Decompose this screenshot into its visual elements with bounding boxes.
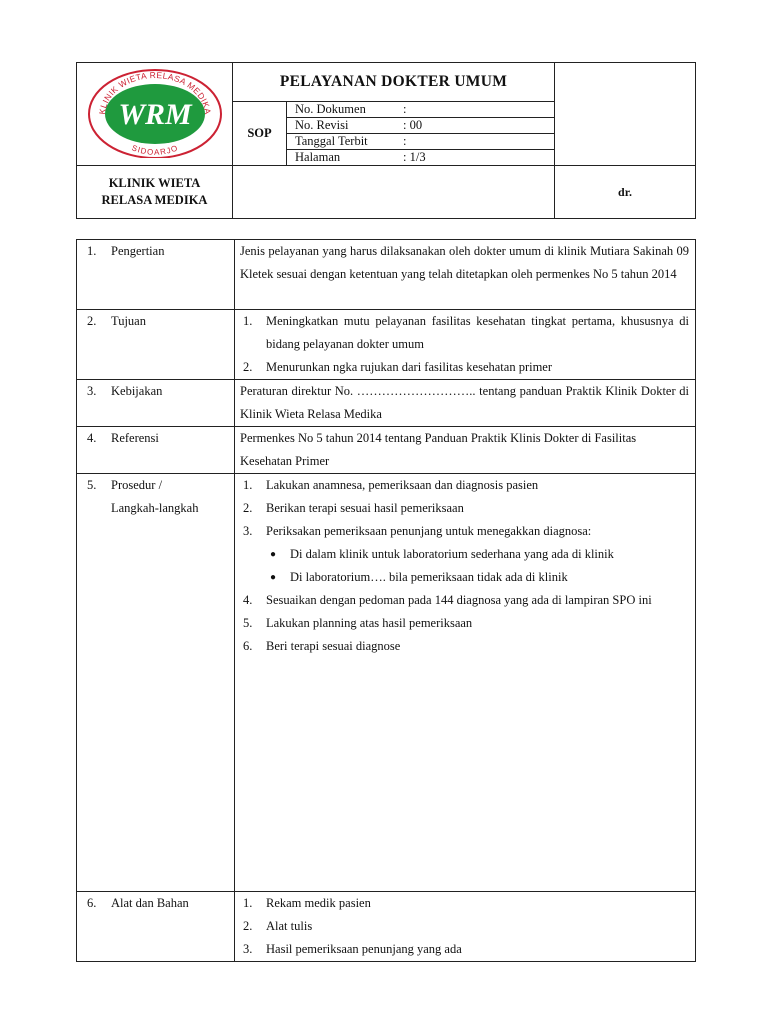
section-number: 1. xyxy=(87,244,97,258)
svg-text:SIDOARJO xyxy=(130,143,179,157)
sop-header-table xyxy=(76,62,696,219)
list-item: 6. Beri terapi sesuai diagnose xyxy=(243,639,401,653)
row-tujuan xyxy=(77,310,696,380)
section-number: 2. xyxy=(87,314,97,328)
list-item: 1. Rekam medik pasien xyxy=(243,896,371,910)
row-prosedur xyxy=(77,474,696,892)
prosedur-sub-bullets xyxy=(240,543,689,589)
section-label: Alat dan Bahan xyxy=(111,896,189,910)
tujuan-list xyxy=(240,310,689,379)
section-label-line2: Langkah-langkah xyxy=(111,501,199,515)
list-item: 2. Alat tulis xyxy=(243,919,313,933)
prosedur-steps-continued xyxy=(240,589,689,658)
section-label: Prosedur / xyxy=(111,478,163,492)
blank-middle xyxy=(233,166,555,219)
section-label: Tujuan xyxy=(111,314,146,328)
clinic-name-line1: KLINIK WIETA xyxy=(108,176,201,190)
list-item: 4. Sesuaikan dengan pedoman pada 144 diagnosa yang ada di lampiran SPO ini xyxy=(243,593,652,607)
list-item: ● Di laboratorium…. bila pemeriksaan tidak ada di klinik xyxy=(240,566,689,589)
meta-value: : xyxy=(399,102,554,118)
section-label: Kebijakan xyxy=(111,384,163,398)
meta-key: No. Dokumen xyxy=(287,102,399,118)
prosedur-steps xyxy=(240,474,689,543)
bullet-icon: ● xyxy=(270,549,277,560)
list-item: ● Di dalam klinik untuk laboratorium sederhana yang ada di klinik xyxy=(240,543,689,566)
logo-monogram: WRM xyxy=(117,97,192,131)
meta-key: Halaman xyxy=(295,150,341,164)
document-title: PELAYANAN DOKTER UMUM xyxy=(233,63,555,102)
sop-label: SOP xyxy=(233,102,287,166)
logo-arc-top: KLINIK WIETA RELASA MEDIKA xyxy=(96,69,213,115)
list-item: 1. Lakukan anamnesa, pemeriksaan dan diagnosis pasien xyxy=(243,478,539,492)
document-meta xyxy=(287,102,555,166)
section-number: 6. xyxy=(87,896,97,910)
signer: dr. xyxy=(555,166,696,219)
referensi-text: Permenkes No 5 tahun 2014 tentang Panduan Praktik Klinis Dokter di Fasilitas Kesehatan Primer xyxy=(235,427,696,474)
list-item: 2. Menurunkan ngka rujukan dari fasilitas kesehatan primer xyxy=(243,360,553,374)
meta-key: No. Revisi xyxy=(287,118,399,134)
sop-content-table xyxy=(76,239,696,962)
list-item: 1. Meningkatkan mutu pelayanan fasilitas kesehatan tingkat pertama, khususnya di bidang pelayanan dokter umum xyxy=(243,314,689,351)
alat-list xyxy=(240,892,689,961)
blank-top-right xyxy=(555,63,696,166)
section-number: 5. xyxy=(87,478,97,492)
meta-value: : xyxy=(399,134,554,150)
clinic-name-line2: RELASA MEDIKA xyxy=(101,193,208,207)
clinic-name xyxy=(77,166,233,219)
logo-cell xyxy=(77,63,233,166)
clinic-logo xyxy=(85,66,225,158)
meta-value: : 00 xyxy=(399,118,554,134)
section-label: Pengertian xyxy=(111,244,165,258)
logo-arc-bottom: SIDOARJO xyxy=(129,142,180,157)
list-item: 3. Hasil pemeriksaan penunjang yang ada xyxy=(243,942,462,956)
row-kebijakan xyxy=(77,380,696,427)
row-alat-dan-bahan xyxy=(77,892,696,962)
meta-value: : 1/3 xyxy=(403,150,426,164)
section-label: Referensi xyxy=(111,431,159,445)
kebijakan-text: Peraturan direktur No. ……………………….. tentang panduan Praktik Klinik Dokter di Klinik Wieta Relasa Medika xyxy=(235,380,696,427)
list-item: 5. Lakukan planning atas hasil pemeriksaan xyxy=(243,616,473,630)
meta-key: Tanggal Terbit xyxy=(287,134,399,150)
list-item: 2. Berikan terapi sesuai hasil pemeriksaan xyxy=(243,501,464,515)
bullet-icon: ● xyxy=(270,572,277,583)
pengertian-text: Jenis pelayanan yang harus dilaksanakan oleh dokter umum di klinik Mutiara Sakinah 09 Kletek sesuai dengan ketentuan yang telah ditetapkan oleh permenkes No 5 tahun 2014 xyxy=(235,240,696,310)
section-number: 4. xyxy=(87,431,97,445)
list-item: 3. Periksakan pemeriksaan penunjang untuk menegakkan diagnosa: xyxy=(243,524,592,538)
row-referensi xyxy=(77,427,696,474)
row-pengertian xyxy=(77,240,696,310)
section-number: 3. xyxy=(87,384,97,398)
